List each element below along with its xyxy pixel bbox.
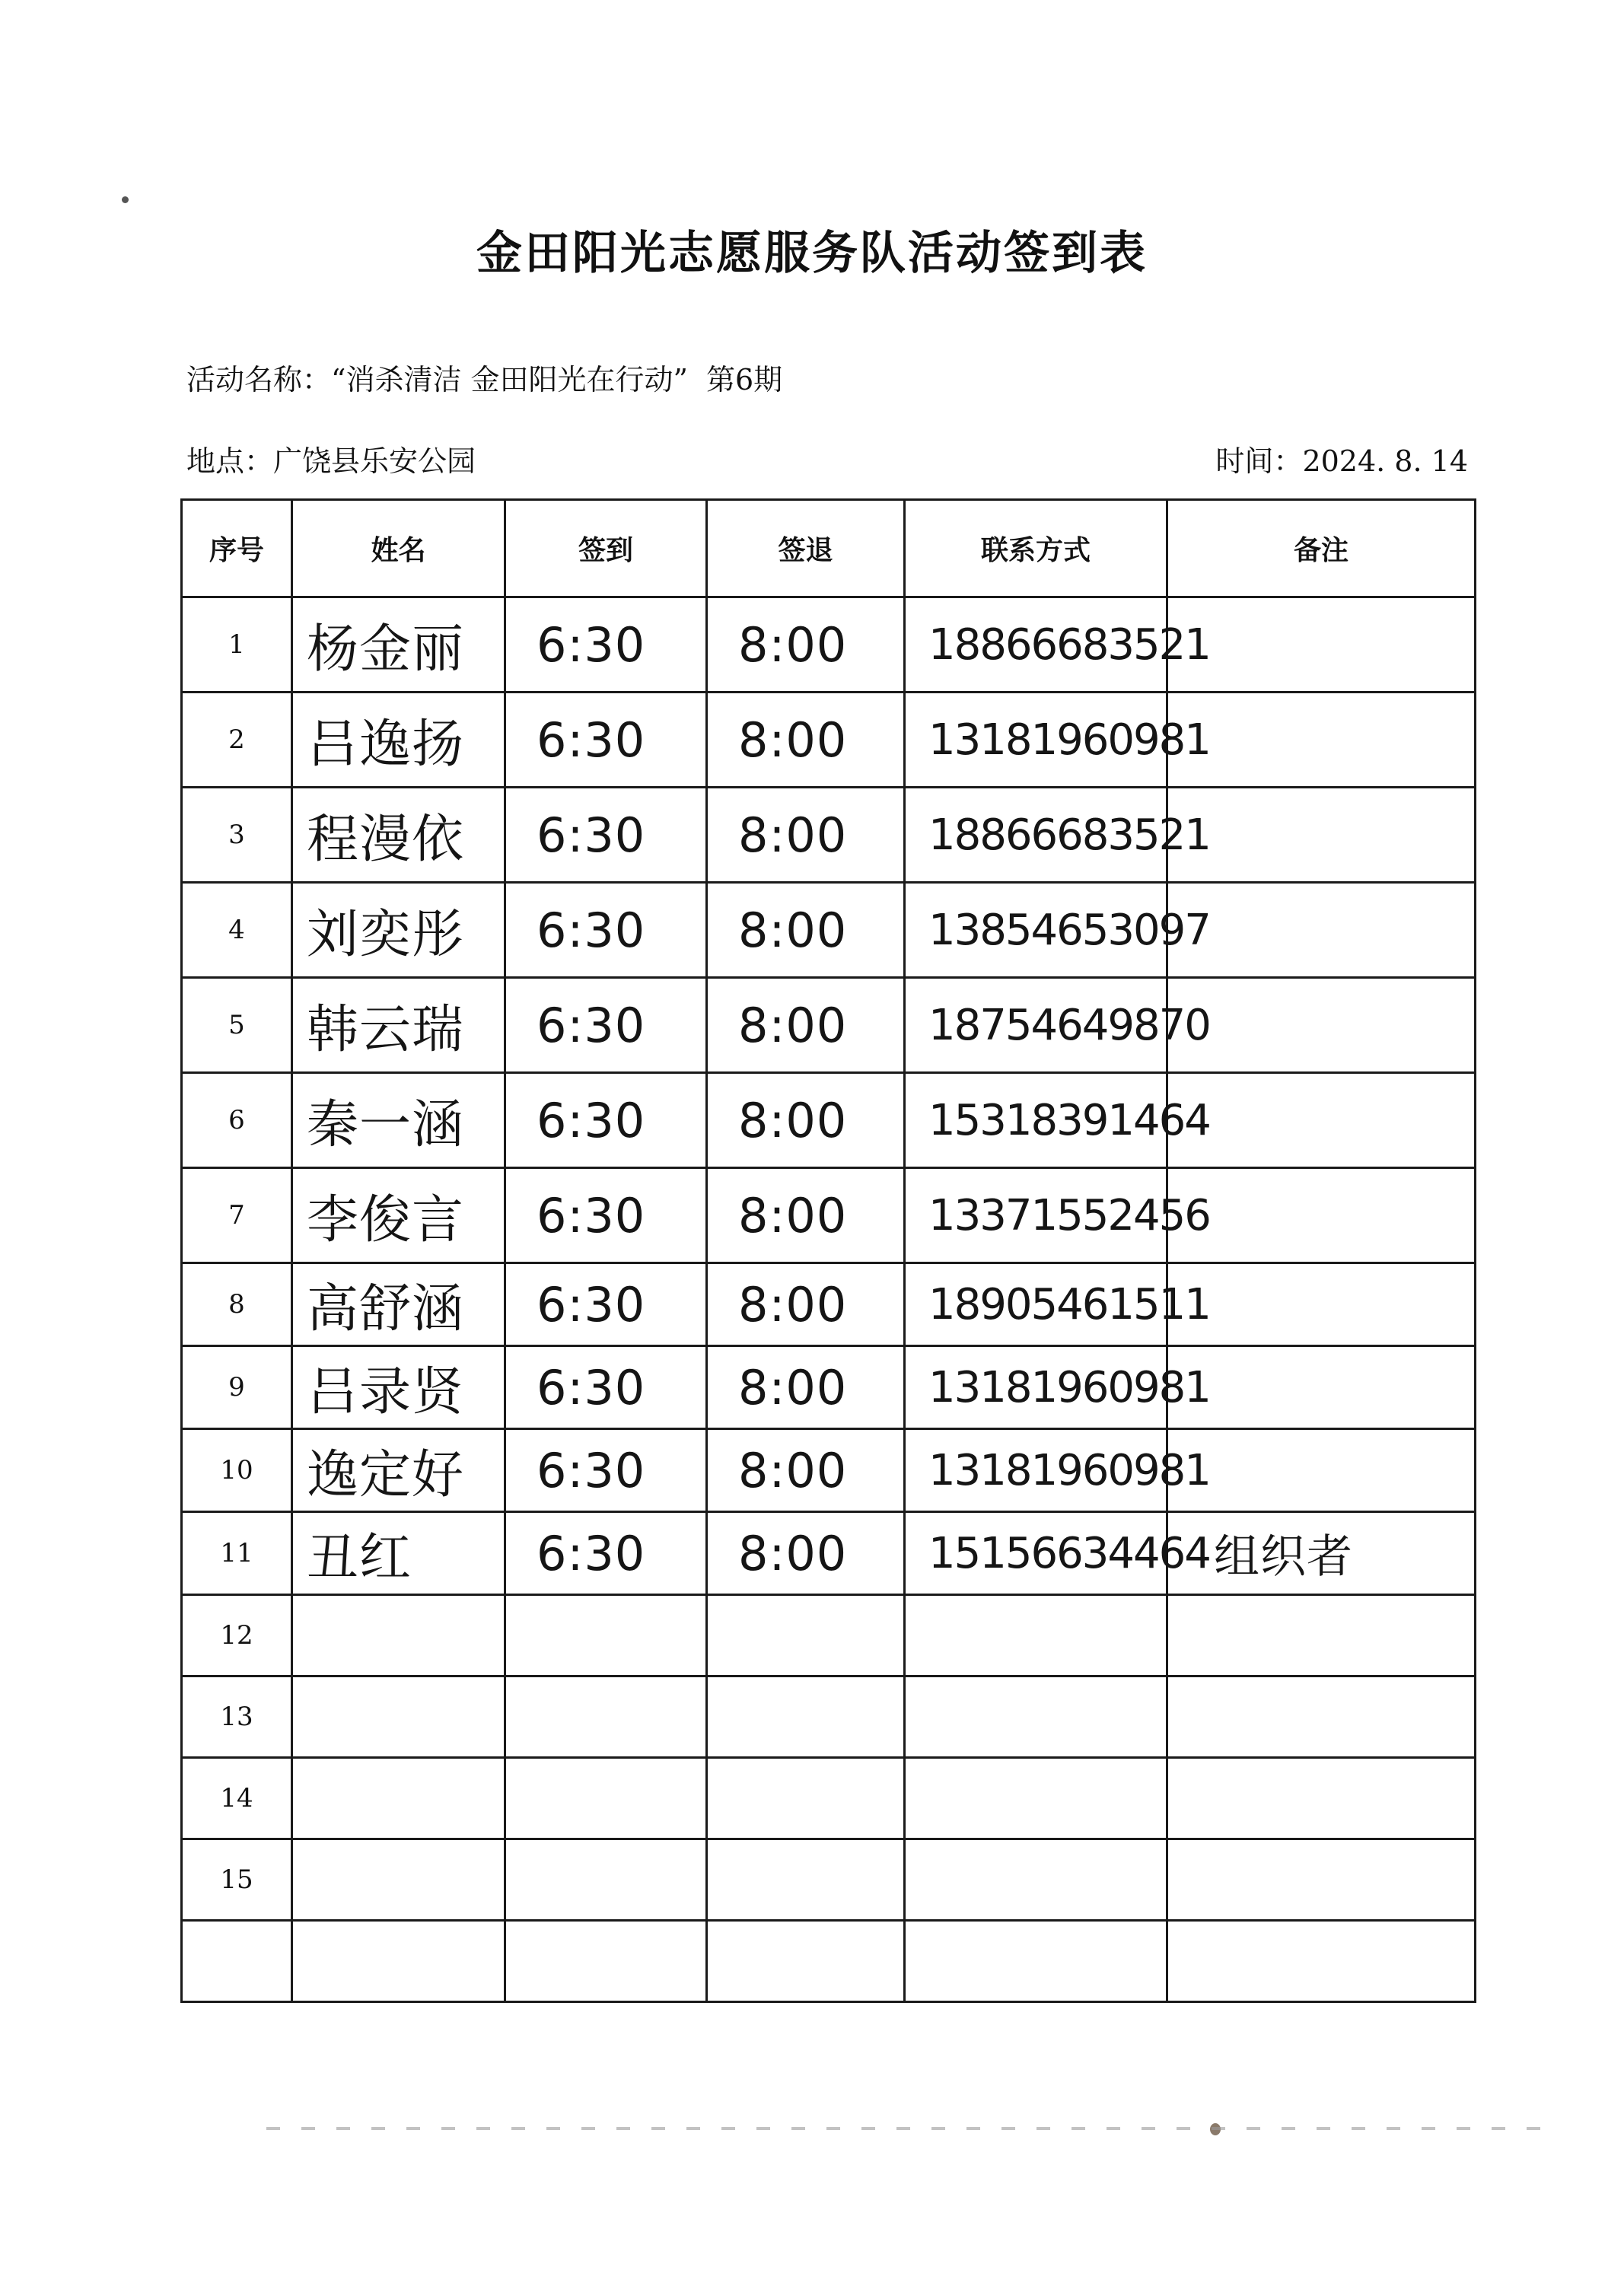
row-note xyxy=(1167,1263,1476,1346)
row-phone: 15156634464 xyxy=(905,1512,1167,1595)
table-row xyxy=(182,1263,1476,1346)
row-name xyxy=(292,1839,505,1921)
location-value: 广饶县乐安公园 xyxy=(273,444,476,478)
table-row xyxy=(182,1429,1476,1512)
row-sign-in: 6:30 xyxy=(505,1512,707,1595)
row-seq xyxy=(182,1921,292,2002)
row-sign-in xyxy=(505,1839,707,1921)
row-sign-out xyxy=(707,1676,905,1758)
row-sign-out: 8:00 xyxy=(707,978,905,1073)
row-sign-in: 6:30 xyxy=(505,693,707,788)
row-note xyxy=(1167,1168,1476,1263)
row-name: 逸定好 xyxy=(292,1429,505,1512)
row-name: 李俊言 xyxy=(292,1168,505,1263)
row-note xyxy=(1167,883,1476,978)
row-note xyxy=(1167,1839,1476,1921)
row-phone: 18866683521 xyxy=(905,788,1167,883)
row-sign-out: 8:00 xyxy=(707,693,905,788)
row-name: 丑红 xyxy=(292,1512,505,1595)
table-row xyxy=(182,693,1476,788)
row-name xyxy=(292,1921,505,2002)
table-row xyxy=(182,1168,1476,1263)
row-sign-in xyxy=(505,1595,707,1676)
row-name xyxy=(292,1676,505,1758)
page-title: 金田阳光志愿服务队活动签到表 xyxy=(476,227,1148,280)
row-seq: 8 xyxy=(182,1263,292,1346)
row-phone xyxy=(905,1595,1167,1676)
activity-line xyxy=(186,356,782,398)
row-name: 吕录贤 xyxy=(292,1346,505,1429)
row-name: 程漫依 xyxy=(292,788,505,883)
row-seq: 11 xyxy=(182,1512,292,1595)
header-contact: 联系方式 xyxy=(905,500,1167,597)
row-sign-out: 8:00 xyxy=(707,1512,905,1595)
row-seq: 10 xyxy=(182,1429,292,1512)
row-phone: 18754649870 xyxy=(905,978,1167,1073)
row-sign-in xyxy=(505,1676,707,1758)
row-sign-out: 8:00 xyxy=(707,788,905,883)
header-seq: 序号 xyxy=(182,500,292,597)
row-sign-out: 8:00 xyxy=(707,883,905,978)
row-sign-in: 6:30 xyxy=(505,1073,707,1168)
table-row xyxy=(182,1676,1476,1758)
row-name xyxy=(292,1595,505,1676)
row-sign-in: 6:30 xyxy=(505,1263,707,1346)
row-seq: 5 xyxy=(182,978,292,1073)
row-seq: 2 xyxy=(182,693,292,788)
row-note xyxy=(1167,693,1476,788)
row-note xyxy=(1167,597,1476,693)
row-sign-in: 6:30 xyxy=(505,1168,707,1263)
row-name: 杨金丽 xyxy=(292,597,505,693)
row-note: 组织者 xyxy=(1167,1512,1476,1595)
row-sign-in: 6:30 xyxy=(505,883,707,978)
row-seq: 14 xyxy=(182,1758,292,1839)
row-phone xyxy=(905,1921,1167,2002)
row-note xyxy=(1167,1921,1476,2002)
row-note xyxy=(1167,978,1476,1073)
time-label: 时间： xyxy=(1215,444,1303,478)
table-row xyxy=(182,1921,1476,2002)
row-seq: 7 xyxy=(182,1168,292,1263)
row-sign-in xyxy=(505,1921,707,2002)
row-seq: 6 xyxy=(182,1073,292,1168)
row-sign-in xyxy=(505,1758,707,1839)
row-sign-out: 8:00 xyxy=(707,1073,905,1168)
activity-label: 活动名称： xyxy=(186,363,332,396)
row-sign-in: 6:30 xyxy=(505,1429,707,1512)
table-row xyxy=(182,1073,1476,1168)
header-sign-out: 签退 xyxy=(707,500,905,597)
row-phone xyxy=(905,1676,1167,1758)
row-phone xyxy=(905,1839,1167,1921)
row-name: 高舒涵 xyxy=(292,1263,505,1346)
table-row xyxy=(182,1346,1476,1429)
row-seq: 12 xyxy=(182,1595,292,1676)
row-phone: 13371552456 xyxy=(905,1168,1167,1263)
row-sign-out: 8:00 xyxy=(707,1429,905,1512)
row-phone xyxy=(905,1758,1167,1839)
row-sign-in: 6:30 xyxy=(505,978,707,1073)
row-seq: 13 xyxy=(182,1676,292,1758)
row-name: 秦一涵 xyxy=(292,1073,505,1168)
header-name: 姓名 xyxy=(292,500,505,597)
row-name: 韩云瑞 xyxy=(292,978,505,1073)
row-name: 刘奕彤 xyxy=(292,883,505,978)
location-label: 地点： xyxy=(186,444,274,478)
row-seq: 3 xyxy=(182,788,292,883)
row-note xyxy=(1167,1346,1476,1429)
table-row xyxy=(182,788,1476,883)
row-note xyxy=(1167,788,1476,883)
row-phone: 13181960981 xyxy=(905,1429,1167,1512)
row-sign-out xyxy=(707,1921,905,2002)
row-sign-out xyxy=(707,1758,905,1839)
row-sign-out xyxy=(707,1595,905,1676)
row-note xyxy=(1167,1676,1476,1758)
table-row xyxy=(182,978,1476,1073)
row-name: 吕逸扬 xyxy=(292,693,505,788)
row-phone: 13181960981 xyxy=(905,1346,1167,1429)
table-row xyxy=(182,1595,1476,1676)
row-sign-out: 8:00 xyxy=(707,1263,905,1346)
activity-name: “消杀清洁 金田阳光在行动” xyxy=(331,363,688,396)
time-value: 2024. 8. 14 xyxy=(1302,444,1468,478)
row-name xyxy=(292,1758,505,1839)
table-row xyxy=(182,1839,1476,1921)
location-line xyxy=(186,438,476,479)
bottom-scan-artifact xyxy=(266,2127,1560,2130)
row-seq: 4 xyxy=(182,883,292,978)
row-sign-out: 8:00 xyxy=(707,597,905,693)
sign-in-table xyxy=(180,498,1476,2003)
row-seq: 15 xyxy=(182,1839,292,1921)
table-row xyxy=(182,883,1476,978)
table-row xyxy=(182,597,1476,693)
row-sign-in: 6:30 xyxy=(505,1346,707,1429)
header-sign-in: 签到 xyxy=(505,500,707,597)
row-sign-out: 8:00 xyxy=(707,1346,905,1429)
header-note: 备注 xyxy=(1167,500,1476,597)
row-note xyxy=(1167,1758,1476,1839)
row-phone: 13181960981 xyxy=(905,693,1167,788)
row-phone: 18905461511 xyxy=(905,1263,1167,1346)
row-seq: 9 xyxy=(182,1346,292,1429)
row-phone: 13854653097 xyxy=(905,883,1167,978)
table-header-row xyxy=(182,500,1476,597)
row-seq: 1 xyxy=(182,597,292,693)
table-row xyxy=(182,1758,1476,1839)
row-note xyxy=(1167,1429,1476,1512)
row-sign-out: 8:00 xyxy=(707,1168,905,1263)
activity-period: 第6期 xyxy=(705,363,783,396)
row-sign-out xyxy=(707,1839,905,1921)
table-row xyxy=(182,1512,1476,1595)
row-phone: 15318391464 xyxy=(905,1073,1167,1168)
time-line xyxy=(1215,438,1468,479)
ink-speck xyxy=(122,196,129,203)
row-sign-in: 6:30 xyxy=(505,597,707,693)
row-phone: 18866683521 xyxy=(905,597,1167,693)
row-note xyxy=(1167,1595,1476,1676)
row-sign-in: 6:30 xyxy=(505,788,707,883)
row-note xyxy=(1167,1073,1476,1168)
